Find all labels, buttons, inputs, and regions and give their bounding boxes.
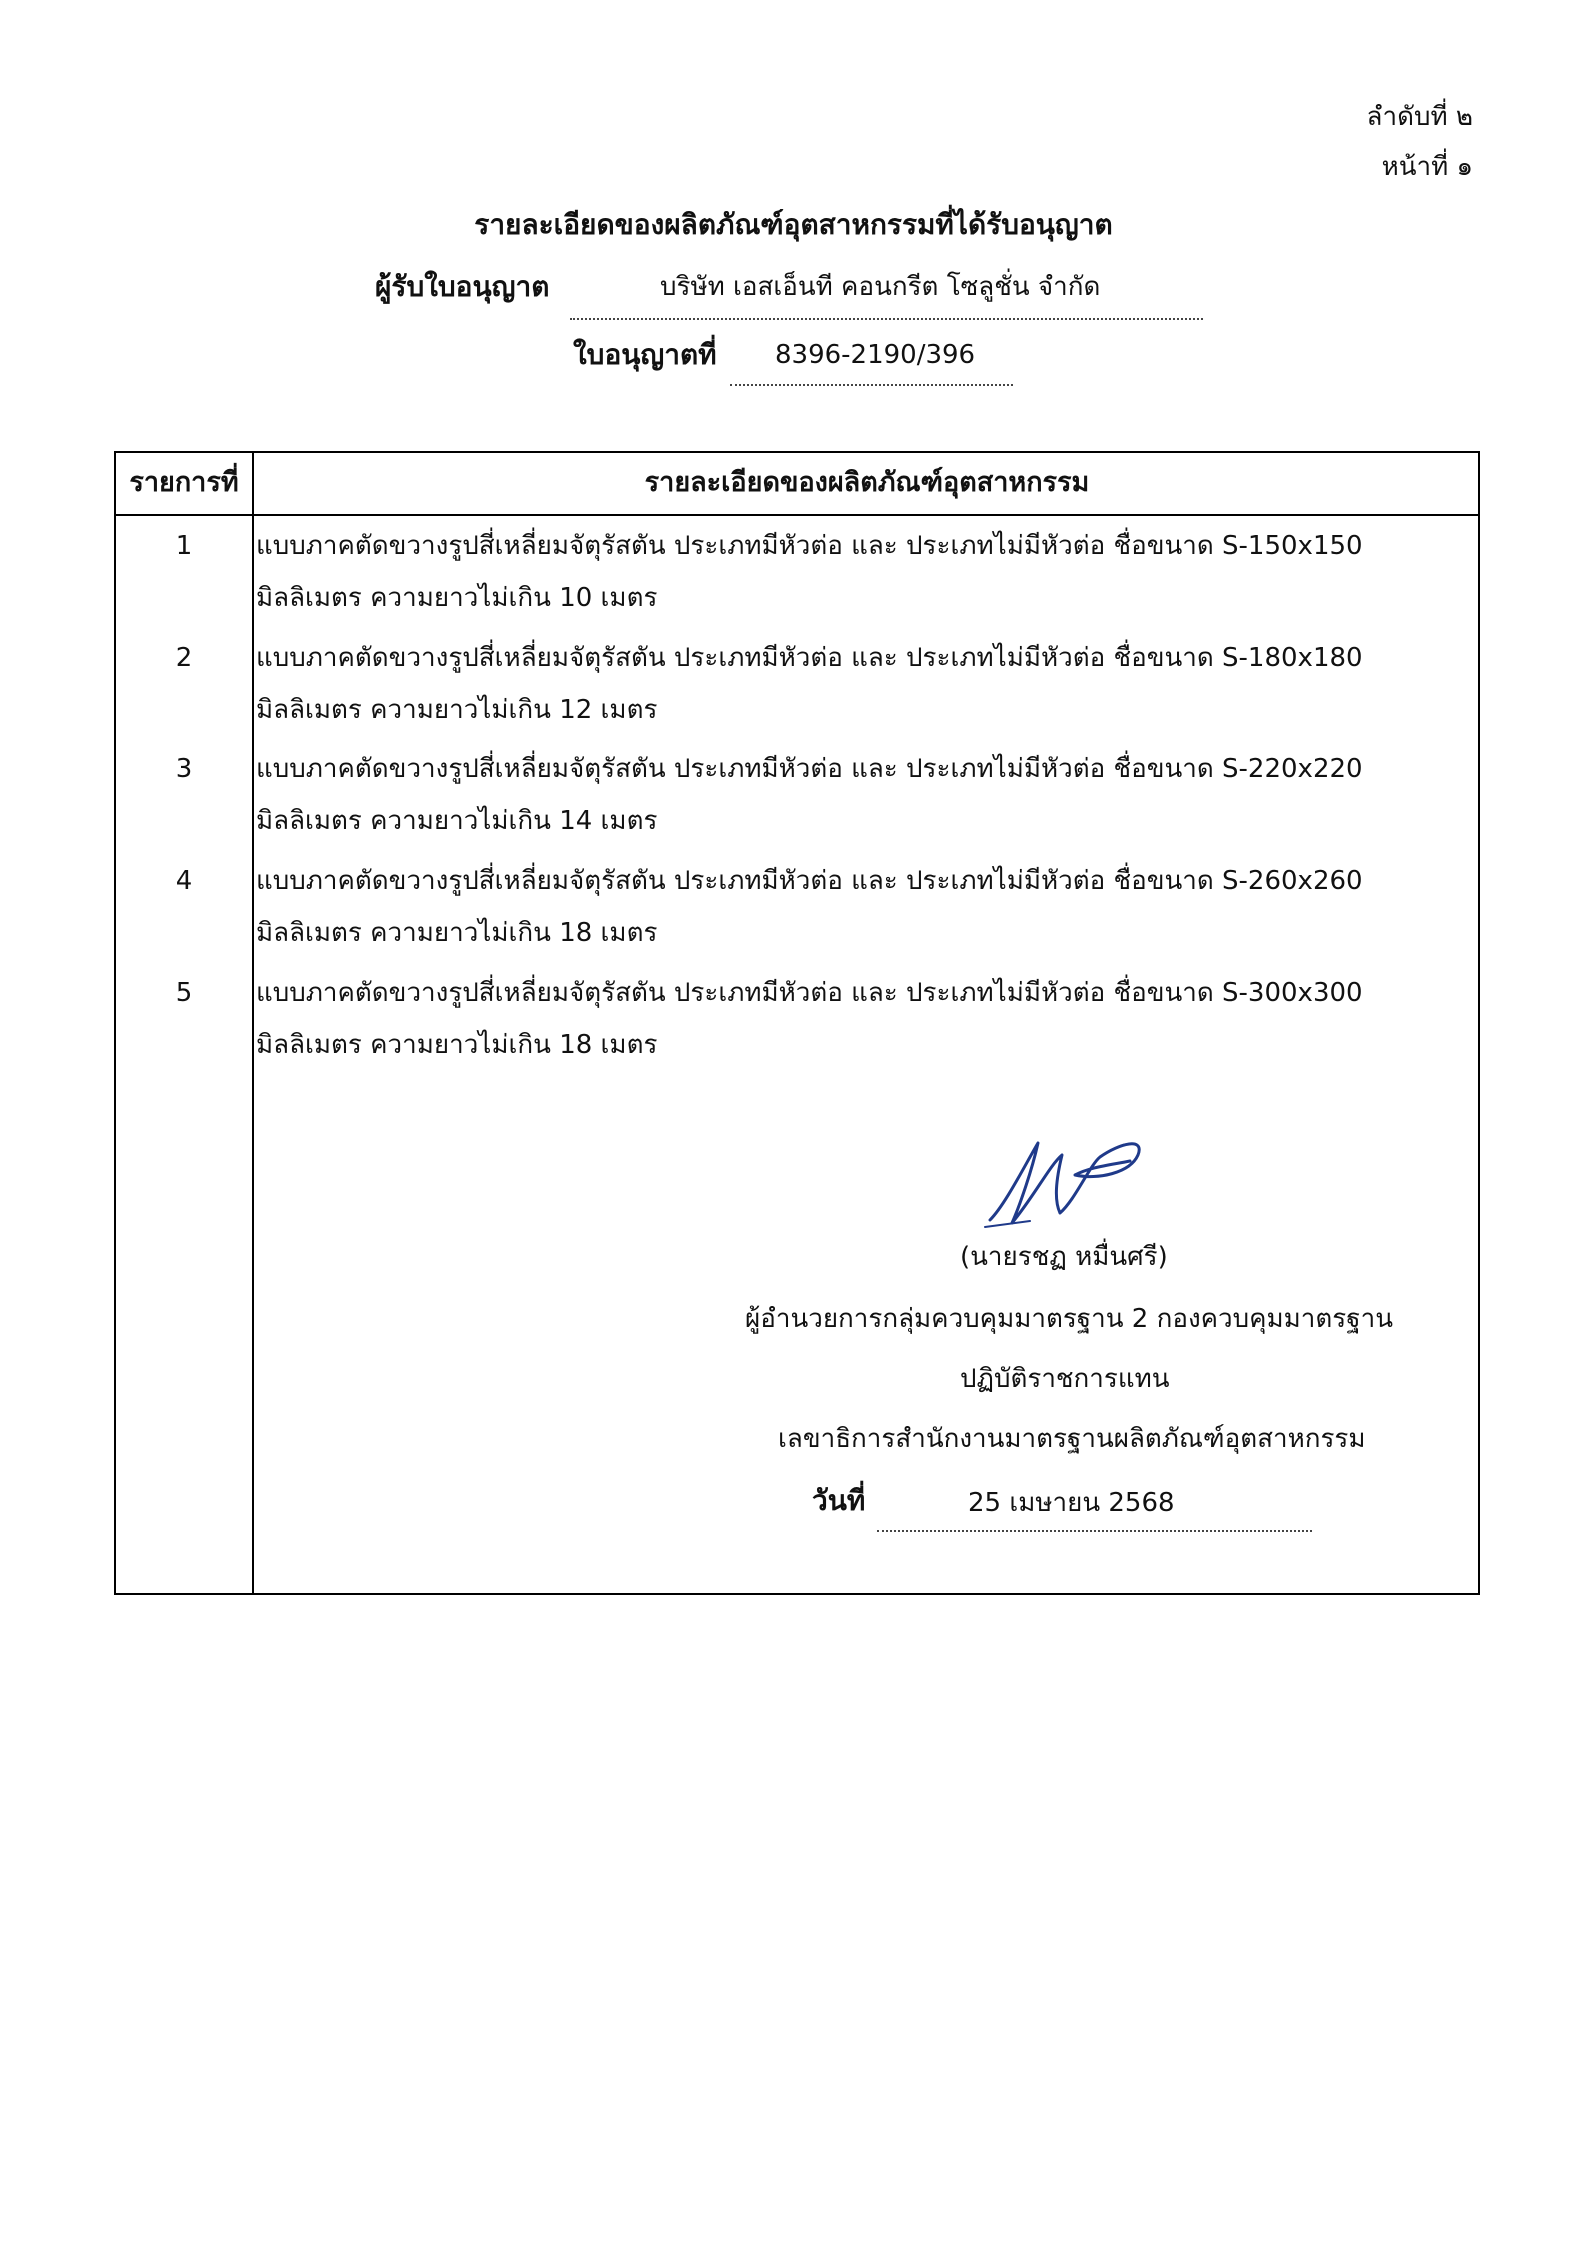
handwritten-signature [980, 1125, 1160, 1235]
row-detail-line-2: มิลลิเมตร ความยาวไม่เกิน 10 เมตร [256, 583, 658, 613]
license-holder-value: บริษัท เอสเอ็นที คอนกรีต โซลูชั่น จำกัด [660, 272, 1101, 302]
date-value: 25 เมษายน 2568 [968, 1488, 1175, 1518]
license-number-dotted-line [730, 384, 1013, 386]
row-number: 2 [175, 643, 193, 673]
signatory-name: (นายรชฏ หมื่นศรี) [960, 1242, 1168, 1272]
date-dotted-line [877, 1530, 1312, 1532]
signatory-position: ผู้อำนวยการกลุ่มควบคุมมาตรฐาน 2 กองควบคุมมาตรฐาน [745, 1304, 1393, 1334]
row-number: 3 [175, 754, 193, 784]
row-number: 5 [175, 978, 193, 1008]
column-divider [252, 453, 254, 1593]
row-detail-line-2: มิลลิเมตร ความยาวไม่เกิน 18 เมตร [256, 1030, 658, 1060]
acting-on-behalf-text: ปฏิบัติราชการแทน [960, 1364, 1170, 1394]
sequence-number: ลำดับที่ ๒ [1366, 102, 1473, 132]
date-label: วันที่ [812, 1484, 866, 1517]
column-header-item-number: รายการที่ [129, 467, 239, 498]
row-detail-line-2: มิลลิเมตร ความยาวไม่เกิน 12 เมตร [256, 695, 658, 725]
row-number: 1 [175, 531, 193, 561]
license-holder-label: ผู้รับใบอนุญาต [375, 270, 550, 303]
license-holder-dotted-line [570, 318, 1203, 320]
row-detail-line-1: แบบภาคตัดขวางรูปสี่เหลี่ยมจัตุรัสตัน ประเภทมีหัวต่อ และ ประเภทไม่มีหัวต่อ ชื่อขนาด S-150x150 [256, 531, 1363, 561]
page-number: หน้าที่ ๑ [1381, 152, 1473, 182]
license-number-label: ใบอนุญาตที่ [573, 338, 717, 371]
column-header-product-details: รายละเอียดของผลิตภัณฑ์อุตสาหกรรม [644, 467, 1090, 498]
row-detail-line-1: แบบภาคตัดขวางรูปสี่เหลี่ยมจัตุรัสตัน ประเภทมีหัวต่อ และ ประเภทไม่มีหัวต่อ ชื่อขนาด S-300x300 [256, 978, 1363, 1008]
secretary-general-title: เลขาธิการสำนักงานมาตรฐานผลิตภัณฑ์อุตสาหกรรม [778, 1424, 1366, 1454]
document-title: รายละเอียดของผลิตภัณฑ์อุตสาหกรรมที่ได้รับอนุญาต [474, 208, 1113, 241]
header-divider [116, 514, 1478, 516]
row-number: 4 [175, 866, 193, 896]
row-detail-line-2: มิลลิเมตร ความยาวไม่เกิน 18 เมตร [256, 918, 658, 948]
row-detail-line-2: มิลลิเมตร ความยาวไม่เกิน 14 เมตร [256, 806, 658, 836]
license-number-value: 8396-2190/396 [775, 340, 976, 370]
row-detail-line-1: แบบภาคตัดขวางรูปสี่เหลี่ยมจัตุรัสตัน ประเภทมีหัวต่อ และ ประเภทไม่มีหัวต่อ ชื่อขนาด S-220x220 [256, 754, 1363, 784]
row-detail-line-1: แบบภาคตัดขวางรูปสี่เหลี่ยมจัตุรัสตัน ประเภทมีหัวต่อ และ ประเภทไม่มีหัวต่อ ชื่อขนาด S-260x260 [256, 866, 1363, 896]
row-detail-line-1: แบบภาคตัดขวางรูปสี่เหลี่ยมจัตุรัสตัน ประเภทมีหัวต่อ และ ประเภทไม่มีหัวต่อ ชื่อขนาด S-180x180 [256, 643, 1363, 673]
